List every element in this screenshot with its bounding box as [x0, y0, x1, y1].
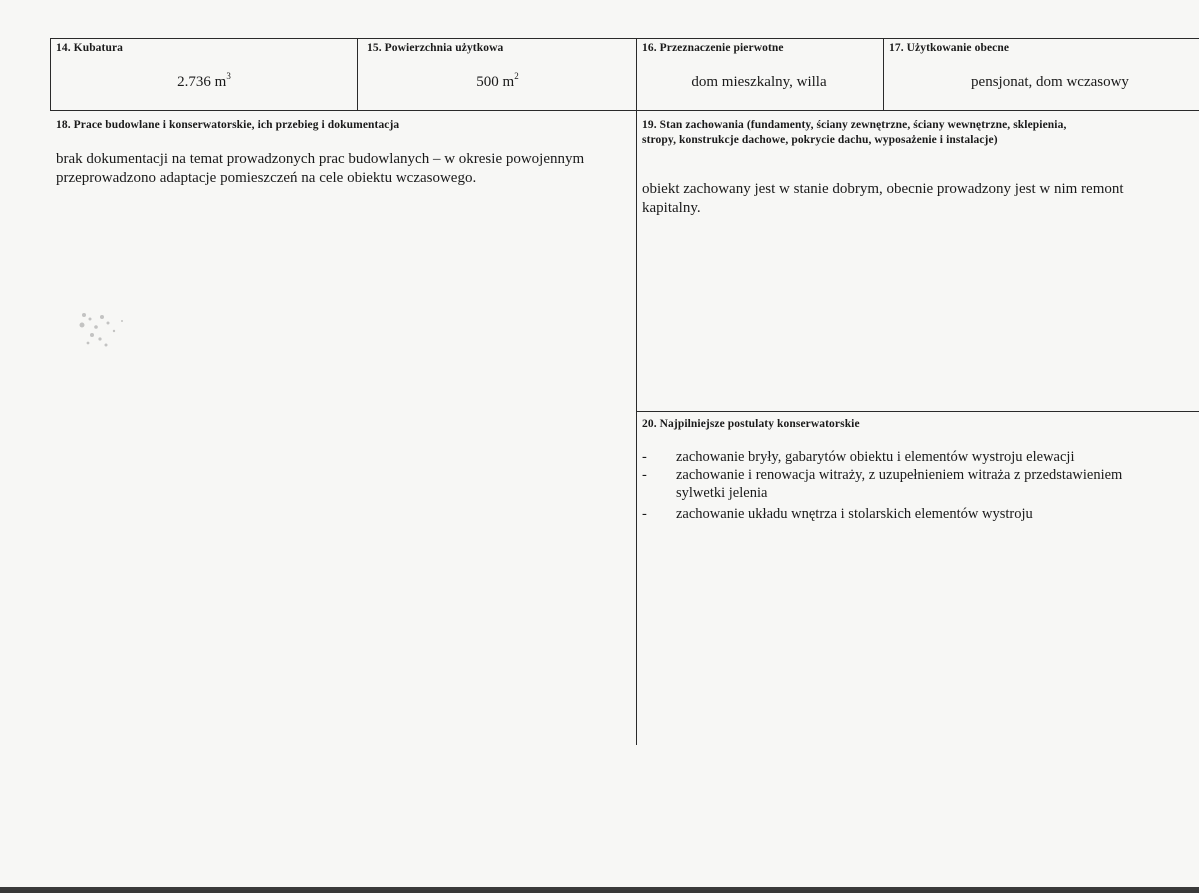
divider-16-17 — [883, 38, 884, 111]
list-item-dash: - — [642, 467, 647, 483]
field-19-label-line1: 19. Stan zachowania (fundamenty, ściany zewnętrzne, ściany wewnętrzne, sklepienia, — [642, 119, 1067, 131]
field-14-value-text: 2.736 m — [177, 74, 227, 90]
list-item — [642, 448, 1182, 466]
list-item-text: zachowanie układu wnętrza i stolarskich elementów wystroju — [676, 506, 1033, 522]
field-18-text-line2: przeprowadzono adaptacje pomieszczeń na cele obiektu wczasowego. — [56, 170, 477, 186]
field-14-unit-sup: 3 — [226, 71, 231, 81]
field-15-value — [365, 71, 630, 91]
field-17-value: pensjonat, dom wczasowy — [971, 74, 1129, 90]
left-border — [50, 38, 51, 111]
divider-center — [636, 38, 637, 745]
row1-bottom-border — [50, 110, 1199, 111]
field-15-label: 15. Powierzchnia użytkowa — [367, 42, 504, 54]
field-14-value — [58, 71, 350, 91]
f20-top-border — [636, 411, 1199, 412]
field-18-text-line1: brak dokumentacji na temat prowadzonych prac budowlanych – w okresie powojennym — [56, 151, 585, 167]
field-20-list — [642, 448, 1182, 523]
divider-14-15 — [357, 38, 358, 111]
top-border — [50, 38, 1199, 39]
field-15-unit-sup: 2 — [514, 71, 519, 81]
field-17-label: 17. Użytkowanie obecne — [889, 42, 1010, 54]
field-14-label: 14. Kubatura — [56, 42, 124, 54]
list-item-text: zachowanie i renowacja witraży, z uzupełnieniem witraża z przedstawieniem — [676, 467, 1123, 483]
field-18-label: 18. Prace budowlane i konserwatorskie, ich przebieg i dokumentacja — [56, 119, 400, 131]
list-item — [642, 505, 1182, 523]
scan-bottom-edge — [0, 887, 1199, 893]
field-16-value: dom mieszkalny, willa — [691, 74, 827, 90]
list-item-text-cont: sylwetki jelenia — [676, 485, 768, 501]
list-item — [642, 466, 1182, 502]
list-item-text: zachowanie bryły, gabarytów obiektu i elementów wystroju elewacji — [676, 449, 1075, 465]
list-item-dash: - — [642, 449, 647, 465]
field-19-label-line2: stropy, konstrukcje dachowe, pokrycie dachu, wyposażenie i instalacje) — [642, 134, 998, 146]
scan-smudge — [70, 305, 140, 355]
field-16-label: 16. Przeznaczenie pierwotne — [642, 42, 784, 54]
field-19-text-line1: obiekt zachowany jest w stanie dobrym, obecnie prowadzony jest w nim remont — [642, 181, 1124, 197]
field-20-label: 20. Najpilniejsze postulaty konserwatorskie — [642, 418, 860, 430]
list-item-dash: - — [642, 506, 647, 522]
field-15-value-text: 500 m — [476, 74, 515, 90]
field-19-text-line2: kapitalny. — [642, 200, 701, 216]
